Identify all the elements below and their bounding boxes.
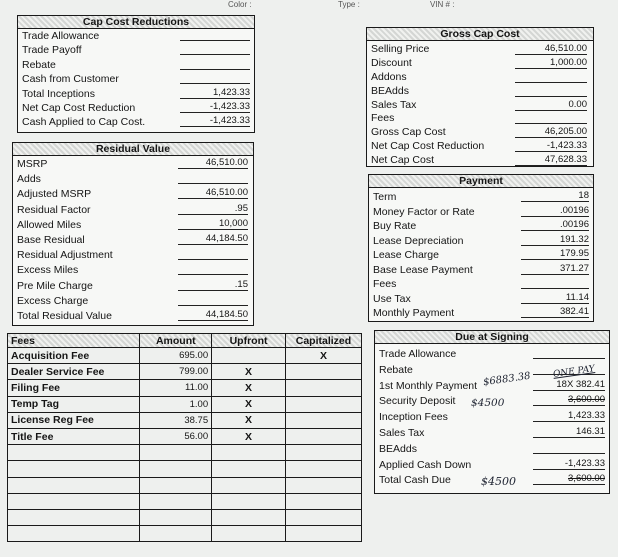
field-value: 0.00	[515, 99, 587, 111]
field-row	[369, 248, 593, 263]
field-label: Addons	[371, 70, 407, 83]
field-row	[367, 85, 593, 99]
fee-amount-cell	[140, 445, 212, 461]
fee-row	[8, 477, 362, 493]
field-value	[521, 277, 589, 289]
field-row	[13, 309, 253, 324]
field-label: Term	[373, 191, 397, 203]
field-label: Excess Charge	[17, 294, 89, 307]
fee-upfront-cell: X	[212, 380, 286, 396]
field-value: 146.31	[533, 426, 605, 438]
fee-row	[8, 348, 362, 364]
type-field-label: Type :	[338, 0, 360, 9]
fee-name-cell: Filing Fee	[8, 380, 140, 396]
fee-amount-cell: 11.00	[140, 380, 212, 396]
field-value: 46,510.00	[178, 187, 248, 199]
fees-table	[7, 333, 362, 542]
fee-amount-cell: 1.00	[140, 396, 212, 412]
fee-name-cell	[8, 493, 140, 509]
field-row	[18, 101, 254, 115]
field-row	[367, 99, 593, 113]
fee-amount-cell	[140, 526, 212, 542]
fee-upfront-cell	[212, 445, 286, 461]
payment-section	[368, 174, 594, 322]
due-at-signing-section	[374, 330, 610, 494]
field-label: Residual Adjustment	[17, 249, 113, 262]
fee-capitalized-cell	[285, 364, 361, 380]
gross-cap-cost-title: Gross Cap Cost	[367, 28, 593, 41]
field-label: Adjusted MSRP	[17, 188, 92, 201]
field-label: BEAdds	[379, 442, 417, 455]
field-value: 47,628.33	[515, 154, 587, 166]
field-row	[13, 263, 253, 278]
fee-amount-cell	[140, 477, 212, 493]
field-row	[375, 458, 609, 474]
field-row	[13, 157, 253, 172]
field-row	[13, 218, 253, 233]
field-label: Total Cash Due	[379, 474, 451, 487]
fee-capitalized-cell	[285, 493, 361, 509]
field-row	[375, 347, 609, 363]
handwritten-total-note: $4500	[481, 475, 516, 488]
field-label: Total Residual Value	[17, 309, 112, 322]
field-label: Lease Charge	[373, 249, 439, 261]
fee-capitalized-cell	[285, 461, 361, 477]
field-value: -1,423.33	[180, 101, 250, 113]
field-row	[18, 115, 254, 129]
field-value	[178, 263, 248, 275]
fee-name-cell: License Reg Fee	[8, 412, 140, 428]
field-label: Monthly Payment	[373, 307, 455, 319]
field-label: Allowed Miles	[17, 218, 82, 231]
fee-row	[8, 461, 362, 477]
field-label: Inception Fees	[379, 411, 448, 424]
field-row	[369, 205, 593, 220]
field-row	[18, 72, 254, 86]
fee-name-cell	[8, 477, 140, 493]
handwritten-monthly-total: $6883.38	[482, 370, 532, 389]
field-row	[13, 279, 253, 294]
fee-upfront-cell	[212, 461, 286, 477]
field-label: Sales Tax	[379, 426, 425, 439]
fee-upfront-cell	[212, 509, 286, 525]
field-row	[375, 410, 609, 426]
field-value	[515, 85, 587, 97]
field-value: .00196	[521, 219, 589, 231]
field-label: Discount	[371, 56, 412, 69]
fee-row	[8, 364, 362, 380]
field-label: Money Factor or Rate	[373, 205, 475, 218]
field-value: .95	[178, 203, 248, 215]
field-label: Gross Cap Cost	[371, 126, 446, 139]
field-label: Excess Miles	[17, 264, 79, 277]
field-value	[178, 172, 248, 184]
field-value: 179.95	[521, 248, 589, 260]
gross-cap-cost-section	[366, 27, 594, 167]
field-row	[13, 294, 253, 309]
field-value	[178, 248, 248, 260]
field-row	[367, 112, 593, 126]
field-row	[13, 233, 253, 248]
fee-name-cell	[8, 509, 140, 525]
fee-amount-cell: 38.75	[140, 412, 212, 428]
field-value: -1,423.33	[515, 140, 587, 152]
field-row	[367, 140, 593, 154]
field-label: Trade Allowance	[22, 30, 100, 42]
field-row	[367, 43, 593, 57]
field-value	[180, 72, 250, 84]
field-value: 10,000	[178, 218, 248, 230]
field-value: .15	[178, 279, 248, 291]
field-row	[13, 187, 253, 202]
field-row	[369, 190, 593, 205]
field-label: Net Cap Cost	[371, 154, 435, 167]
field-value	[180, 29, 250, 41]
payment-title: Payment	[369, 175, 593, 188]
field-label: Pre Mile Charge	[17, 279, 93, 292]
field-value: 44,184.50	[178, 309, 248, 321]
fees-column-header: Capitalized	[285, 334, 361, 348]
fee-capitalized-cell	[285, 396, 361, 412]
field-value	[180, 58, 250, 70]
field-row	[367, 154, 593, 168]
fee-amount-cell: 56.00	[140, 428, 212, 444]
field-value: -1,423.33	[180, 115, 250, 127]
cap-cost-reductions-title: Cap Cost Reductions	[18, 16, 254, 29]
field-label: 1st Monthly Payment	[379, 379, 478, 392]
field-label: Security Deposit	[379, 395, 456, 408]
field-label: Trade Allowance	[379, 348, 457, 360]
residual-value-title: Residual Value	[13, 143, 253, 156]
field-label: Net Cap Cost Reduction	[371, 140, 485, 153]
field-value: 382.41	[521, 306, 589, 318]
field-value: 18	[521, 190, 589, 202]
field-value: 1,423.33	[180, 87, 250, 99]
field-label: BEAdds	[371, 84, 409, 97]
fee-capitalized-cell	[285, 428, 361, 444]
field-value: 44,184.50	[178, 233, 248, 245]
field-value: 3,600.00	[533, 394, 605, 406]
field-row	[18, 43, 254, 57]
fee-capitalized-cell	[285, 445, 361, 461]
field-value: 46,510.00	[515, 43, 587, 55]
field-label: Base Residual	[17, 233, 85, 246]
fee-capitalized-cell	[285, 380, 361, 396]
field-row	[18, 29, 254, 43]
field-row	[369, 234, 593, 249]
field-label: Applied Cash Down	[379, 458, 472, 471]
field-label: Lease Depreciation	[373, 234, 464, 247]
field-row	[18, 87, 254, 101]
fee-name-cell: Dealer Service Fee	[8, 364, 140, 380]
fee-name-cell	[8, 526, 140, 542]
fee-upfront-cell	[212, 526, 286, 542]
field-label: Base Lease Payment	[373, 263, 473, 276]
fee-capitalized-cell	[285, 477, 361, 493]
fee-row	[8, 445, 362, 461]
field-label: MSRP	[17, 158, 48, 170]
fee-name-cell	[8, 461, 140, 477]
field-row	[369, 306, 593, 321]
due-at-signing-title: Due at Signing	[375, 331, 609, 344]
field-value	[515, 112, 587, 124]
fee-capitalized-cell	[285, 526, 361, 542]
field-label: Use Tax	[373, 292, 411, 305]
field-value: 11.14	[521, 292, 589, 304]
field-value	[180, 43, 250, 55]
residual-value-section	[12, 142, 254, 326]
field-value: .00196	[521, 205, 589, 217]
field-row	[13, 248, 253, 263]
field-label: Cash from Customer	[22, 73, 119, 86]
fee-upfront-cell: X	[212, 396, 286, 412]
fee-capitalized-cell	[285, 412, 361, 428]
field-row	[375, 442, 609, 458]
field-value	[533, 442, 605, 454]
fee-amount-cell: 799.00	[140, 364, 212, 380]
handwritten-one-pay: ONE PAY	[552, 364, 596, 380]
field-value: 371.27	[521, 263, 589, 275]
fee-upfront-cell	[212, 348, 286, 364]
fee-name-cell	[8, 445, 140, 461]
fee-row	[8, 396, 362, 412]
field-label: Net Cap Cost Reduction	[22, 101, 136, 114]
field-value: 191.32	[521, 234, 589, 246]
fee-row	[8, 412, 362, 428]
fees-column-header: Fees	[8, 334, 140, 348]
fees-column-header: Upfront	[212, 334, 286, 348]
field-row	[369, 219, 593, 234]
vin-field-label: VIN # :	[430, 0, 455, 9]
fee-upfront-cell: X	[212, 428, 286, 444]
fee-capitalized-cell: X	[285, 348, 361, 364]
fee-amount-cell: 695.00	[140, 348, 212, 364]
fees-column-header: Amount	[140, 334, 212, 348]
fee-name-cell: Temp Tag	[8, 396, 140, 412]
field-row	[369, 292, 593, 307]
field-row	[369, 277, 593, 292]
field-row	[369, 263, 593, 278]
field-value: 1,000.00	[515, 57, 587, 69]
fee-upfront-cell: X	[212, 364, 286, 380]
fee-amount-cell	[140, 509, 212, 525]
field-label: Buy Rate	[373, 220, 417, 232]
fee-row	[8, 493, 362, 509]
field-label: Rebate	[22, 58, 56, 71]
field-row	[13, 172, 253, 187]
field-row	[367, 57, 593, 71]
fee-row	[8, 509, 362, 525]
field-value: -1,423.33	[533, 458, 605, 470]
field-row	[367, 126, 593, 140]
field-value	[178, 294, 248, 306]
fee-row	[8, 428, 362, 444]
field-row	[375, 426, 609, 442]
field-value: 18X 382.41	[533, 379, 605, 391]
field-value: 46,510.00	[178, 157, 248, 169]
field-row	[13, 203, 253, 218]
cap-cost-reductions-section	[17, 15, 255, 133]
field-label: Cash Applied to Cap Cost.	[22, 116, 146, 129]
fee-upfront-cell	[212, 493, 286, 509]
field-value	[533, 347, 605, 359]
fee-row	[8, 380, 362, 396]
field-label: Fees	[373, 278, 397, 290]
field-value: 46,205.00	[515, 126, 587, 138]
field-label: Fees	[371, 112, 395, 125]
field-label: Rebate	[379, 363, 413, 376]
field-label: Selling Price	[371, 43, 430, 55]
color-field-label: Color :	[228, 0, 252, 9]
top-fields	[0, 0, 618, 10]
fee-upfront-cell	[212, 477, 286, 493]
fee-amount-cell	[140, 493, 212, 509]
field-value	[515, 71, 587, 83]
fee-name-cell: Title Fee	[8, 428, 140, 444]
fee-capitalized-cell	[285, 509, 361, 525]
fee-upfront-cell: X	[212, 412, 286, 428]
field-row	[367, 71, 593, 85]
fee-row	[8, 526, 362, 542]
fee-name-cell: Acquisition Fee	[8, 348, 140, 364]
field-label: Adds	[17, 173, 41, 186]
fee-amount-cell	[140, 461, 212, 477]
handwritten-deposit-note: $4500	[471, 397, 505, 409]
field-label: Trade Payoff	[22, 44, 82, 57]
field-label: Residual Factor	[17, 203, 91, 216]
field-label: Total Inceptions	[22, 87, 95, 100]
field-label: Sales Tax	[371, 98, 417, 111]
field-value: 3,600.00	[533, 473, 605, 485]
field-row	[18, 58, 254, 72]
field-value: 1,423.33	[533, 410, 605, 422]
